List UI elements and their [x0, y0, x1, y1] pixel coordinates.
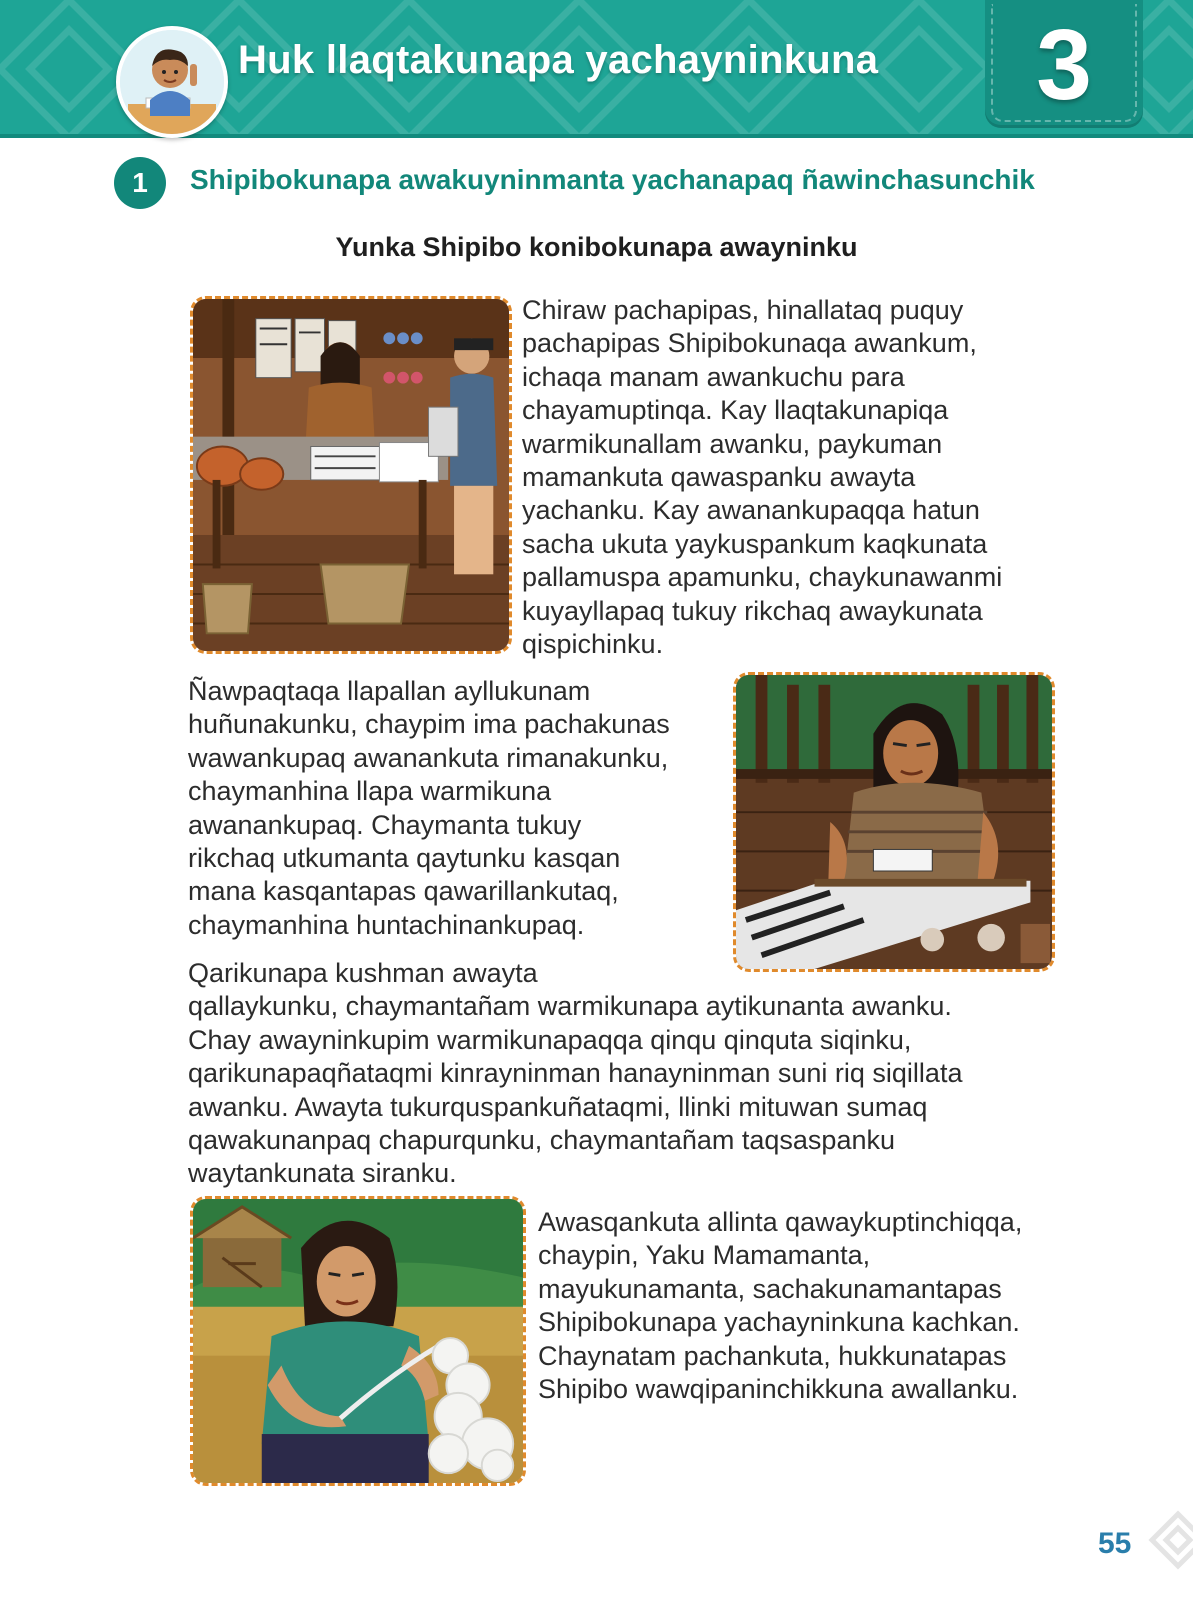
paragraph-line: Shipibo wawqipaninchikkuna awallanku. [538, 1374, 1019, 1405]
paragraph-line: qawakunanpaq chapurqunku, chaymantañam taqsaspanku [188, 1125, 895, 1156]
paragraph-line: huñunakunku, chaypim ima pachakunas [188, 709, 670, 740]
paragraph-line: chayamuptinqa. Kay llaqtakunapiqa [522, 395, 949, 426]
unit-title: Huk llaqtakunapa yachayninkuna [238, 38, 879, 82]
student-avatar [116, 26, 228, 138]
paragraph-line: wawankupaq awanankuta rimanakunku, [188, 742, 669, 773]
paragraph-line: Awasqankuta allinta qawaykuptinchiqqa, [538, 1207, 1023, 1237]
paragraph-line: chaymanhina huntachinankupaq. [188, 909, 585, 940]
paragraph-line: chaymanhina llapa warmikuna [188, 776, 552, 807]
paragraph-line: mamankuta qawaspanku awayta [522, 462, 916, 493]
paragraph-line: Chay awayninkupim warmikunapaqqa qinqu qinquta siqinku, [188, 1024, 912, 1055]
paragraph-line: pachapipas Shipibokunaqa awankum, [522, 328, 977, 359]
paragraph-line: mana kasqantapas qawarillankutaq, [188, 876, 619, 907]
paragraph-line: sacha ukuta yaykuspankum kaqkunata [522, 528, 988, 559]
paragraph-line: qarikunapaqñataqmi kinrayninman hanayninman suni riq siqillata [188, 1058, 963, 1089]
paragraph-line: Shipibokunapa yachayninkuna kachkan. [538, 1307, 1020, 1338]
paragraph-line: ichaqa manam awankuchu para [522, 361, 905, 392]
paragraph-line: Chiraw pachapipas, hinallataq puquy [522, 295, 964, 325]
paragraph-line: awanankupaq. Chaymanta tukuy [188, 809, 582, 840]
paragraph-line: warmikunallam awanku, paykuman [522, 428, 943, 459]
page-number: 55 [1098, 1527, 1132, 1560]
reading-title: Yunka Shipibo konibokunapa awayninku [335, 232, 858, 262]
unit-number: 3 [1036, 9, 1092, 121]
section-title: Shipibokunapa awakuyninmanta yachanapaq ñawinchasunchik [190, 164, 1035, 195]
paragraph-line: qallaykunku, chaymantañam warmikunapa aytikunanta awanku. [188, 991, 952, 1022]
paragraph-line: Ñawpaqtaqa llapallan ayllukunam [188, 676, 591, 706]
section-number-badge: 1 [114, 157, 166, 209]
paragraph-1 [522, 294, 1002, 661]
paragraph-3 [188, 957, 962, 1191]
corner-pattern [1148, 1494, 1193, 1600]
paragraph-line: Chaynatam pachankuta, hukkunatapas [538, 1340, 1007, 1371]
paragraph-line: pallamuspa apamunku, chaykunawanmi [522, 562, 1003, 593]
paragraph-line: Qarikunapa kushman awayta [188, 958, 538, 988]
cotton-spinning-illustration [190, 1196, 526, 1486]
paragraph-line: awanku. Awayta tukurquspankuñataqmi, llinki mituwan sumaq [188, 1091, 928, 1122]
paragraph-line: mayukunamanta, sachakunamantapas [538, 1273, 1002, 1304]
paragraph-2 [188, 675, 670, 942]
paragraph-4 [538, 1206, 1022, 1406]
weaving-woman-illustration [733, 672, 1055, 972]
paragraph-line: chaypin, Yaku Mamamanta, [538, 1240, 871, 1271]
paragraph-line: qispichinku. [522, 629, 664, 660]
unit-number-tab [985, 0, 1143, 128]
paragraph-line: kuyayllapaq tukuy rikchaq awaykunata [522, 595, 983, 626]
paragraph-line: rikchaq utkumanta qaytunku kasqan [188, 843, 621, 874]
paragraph-line: waytankunata siranku. [188, 1158, 457, 1189]
market-stall-illustration [190, 296, 512, 654]
paragraph-line: yachanku. Kay awanankupaqqa hatun [522, 495, 980, 526]
